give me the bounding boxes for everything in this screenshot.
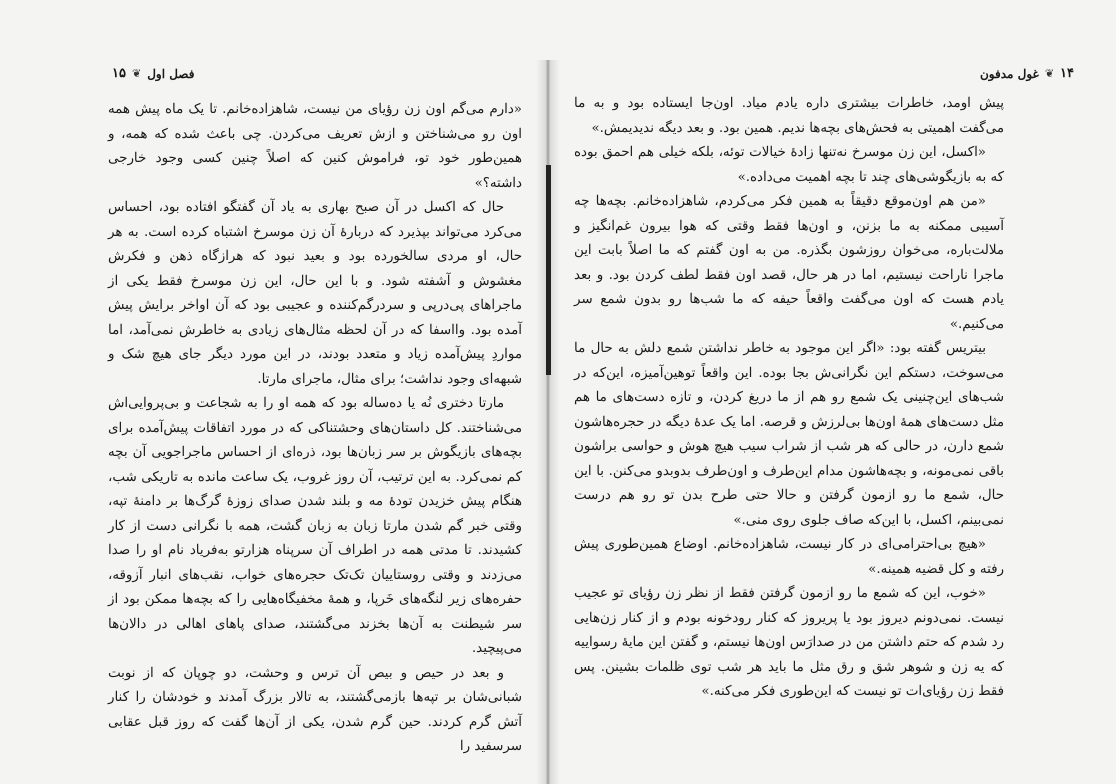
paragraph: بیتریس گفته بود: «اگر این موجود به خاطر نداشتن شمع دلش به حال ما می‌سوخت، دستکم این نگرانی‌ش بجا بوده. این واقعاً توهین‌آمیزه، این‌که در شب‌های این‌چنینی یک شمع رو هم از ما دریغ کردن، و تازه دست‌های ما هم مثل دست‌های همهٔ اون‌ها بی‌لرزش و قرصه. اما یک عدهٔ دیگه در حجره‌هاشون شمع دارن، در حالی که هر شب از شراب سیب هیچ هوش و حواسی براشون باقی نمی‌مونه، و بچه‌هاشون مدام این‌طرف و اون‌طرف بدوبدو می‌کنن. با این حال، شمع ما رو ازمون گرفتن و حالا حتی طرح بدن تو رو هم درست نمی‌بینم، اکسل، با این‌که صاف جلوی روی منی.» — [574, 341, 1004, 528]
right-page-number: ۱۴ — [1060, 66, 1074, 81]
left-body-text — [108, 98, 522, 760]
paragraph: و بعد در حیص و بیص آن ترس و وحشت، دو چوپان که از نوبت شبانی‌شان بر تپه‌ها بازمی‌گشتند، به تالار بزرگ آمدند و خودشان را کنار آتش گرم کردند. حین گرم شدن، یکی از آن‌ها گفت که روز قبل عقابی سرسفید را — [108, 665, 522, 754]
left-running-head — [112, 66, 194, 81]
paragraph: «من هم اون‌موقع دقیقاً به همین فکر می‌کردم، شاهزاده‌خانم. بچه‌ها چه آسیبی ممکنه به ما بزنن، و اون‌ها فقط وقتی که هوا بیرون غم‌انگیز و ملالت‌باره، می‌خوان روزشون بگذره. من به اون گفتم که ما اصلاً بابت این ماجرا ناراحت نیستیم، اما در هر حال، قصد اون فقط لطف کردن بود. و بعد یادم هست که اون می‌گفت واقعاً حیفه که ما شب‌ها رو بدون شمع سر می‌کنیم.» — [574, 194, 1004, 332]
paragraph: پیش اومد، خاطرات بیشتری داره یادم میاد. اون‌جا ایستاده بود و به ما می‌گفت اهمیتی به فحش‌های بچه‌ها ندیم. همین بود. و بعد دیگه ندیدیمش.» — [574, 96, 1004, 136]
book-title: غول مدفون — [979, 66, 1039, 81]
right-running-head — [980, 66, 1074, 81]
left-page-number: ۱۵ — [112, 66, 126, 81]
paragraph: حال که اکسل در آن صبح بهاری به یاد آن گفتگو افتاده بود، احساس می‌کرد می‌تواند بپذیرد که دربارهٔ آن زن موسرخ اشتباه کرده است. به هر حال، او مردی سالخورده بود و بعید نبود که هرازگاه ذهن و فکرش مغشوش و آشفته شود. و با این حال، این زن موسرخ فقط یکی از ماجراهای پی‌درپی و سردرگم‌کننده و عجیبی بود که آن اواخر برایش پیش آمده بود. وااسفا که در آن لحظه مثال‌های زیادی به خاطرش نمی‌آمد، اما مواردِ پیش‌آمده زیاد و متعدد بودند، در این مورد دیگر جای هیچ شک و شبهه‌ای وجود نداشت؛ برای مثال، ماجرای مارتا. — [108, 200, 522, 387]
paragraph: «خوب، این که شمع ما رو ازمون گرفتن فقط از نظر زن رؤیای تو عجیب نیست. نمی‌دونم دیروز بود یا پریروز که کنار رودخونه بودم و از کنار زن‌هایی رد شدم که حتم داشتن من در صدارَس اون‌ها نیستم، و گفتن این مایهٔ رسواییه که یه زن و شوهر شق و رق مثل ما باید هر شب توی ظلمات بشینن. پس فقط زن رؤیای‌ات تو نیست که این‌طوری فکر می‌کنه.» — [574, 586, 1004, 699]
paragraph: «اکسل، این زن موسرخ نه‌تنها زادهٔ خیالات توئه، بلکه خیلی هم احمق بوده که به بازیگوشی‌های چند تا بچه اهمیت می‌داده.» — [574, 145, 1004, 185]
paragraph: «هیچ بی‌احترامی‌ای در کار نیست، شاهزاده‌خانم. اوضاع همین‌طوری پیش رفته و کل قضیه همینه.» — [574, 537, 1004, 577]
left-page — [0, 0, 548, 784]
ornament-icon: ❦ — [1044, 67, 1055, 80]
ornament-icon: ❦ — [131, 67, 142, 80]
right-body-text — [574, 92, 1004, 705]
paragraph: «دارم می‌گم اون زن رؤیای من نیست، شاهزاده‌خانم. تا یک ماه پیش همه اون رو می‌شناختن و ازش تعریف می‌کردن. چی باعث شده که همه، و همین‌طور خود تو، فراموش کنین که اصلاً چنین کسی وجود خارجی داشته؟» — [108, 102, 522, 191]
paragraph: مارتا دختری نُه یا ده‌ساله بود که همه او را به شجاعت و بی‌پروایی‌اش می‌شناختند. کل داستان‌های وحشتناکی که در مورد اتفاقات پیش‌آمده برای بچه‌های بازیگوش بر سر زبان‌ها بود، ذره‌ای از احساس ماجراجویی آن بچه کم نمی‌کرد. به این ترتیب، آن روز غروب، یک ساعت مانده به تاریکی شب، هنگام پیش خزیدن تودهٔ مه و بلند شدن صدای زوزهٔ گرگ‌ها بر دامنهٔ تپه، وقتی خبر گم شدن مارتا زبان به زبان گشت، همه با نگرانی دست از کار کشیدند. تا مدتی همه در اطراف آن سرپناه هزارتو به‌فریاد نام او را صدا می‌زدند و وقتی روستاییان تک‌تک حجره‌های خواب، نقب‌های انبار آزوقه، حفره‌های زیر لنگه‌های خَرپا، و همهٔ مخفیگاه‌هایی را که بچه‌ها ممکن بود از سر شیطنت به آن‌ها بخزند می‌گشتند، صدای پاهای اهالی در دالان‌ها می‌پیچید. — [108, 396, 522, 656]
chapter-label: فصل اول — [147, 66, 195, 81]
right-page — [548, 0, 1116, 784]
